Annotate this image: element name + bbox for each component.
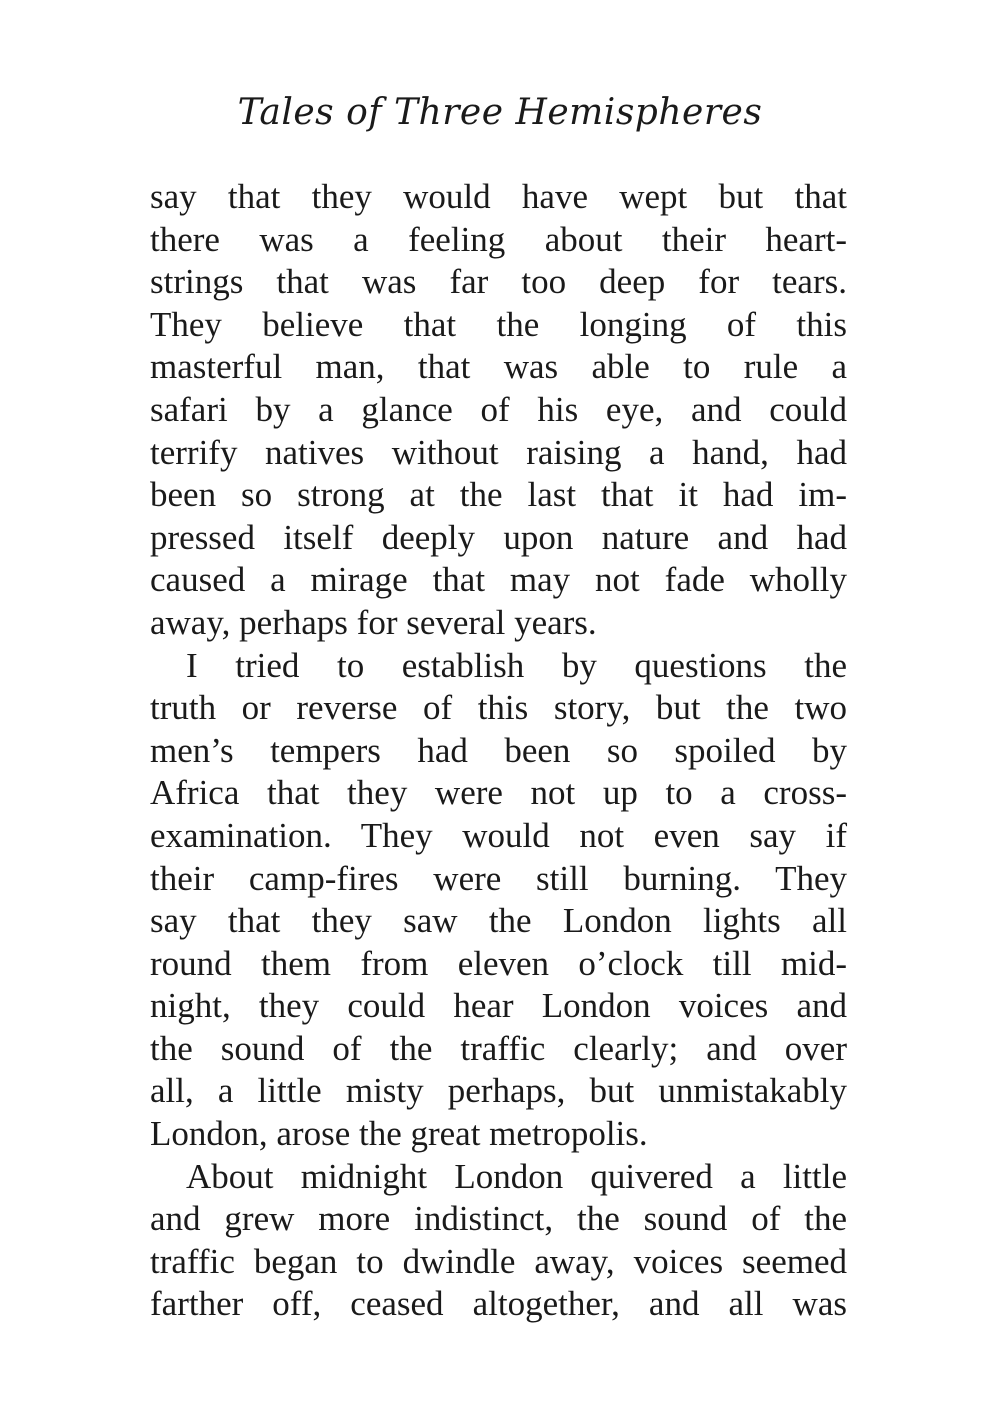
text-line: night, they could hear London voices and (150, 986, 847, 1026)
text-line: away, perhaps for several years. (150, 602, 597, 642)
text-line: the sound of the traffic clearly; and over (150, 1028, 847, 1068)
text-line: farther off, ceased altogether, and all was (150, 1284, 847, 1324)
text-line: and grew more indistinct, the sound of the (150, 1199, 847, 1239)
text-line: round them from eleven o’clock till mid- (150, 943, 847, 983)
text-line: masterful man, that was able to rule a (150, 347, 847, 387)
text-line: traffic began to dwindle away, voices seemed (150, 1241, 847, 1281)
paragraph-first-line: I tried to establish by questions the (186, 645, 847, 685)
text-line: Africa that they were not up to a cross- (150, 773, 847, 813)
text-line: examination. They would not even say if (150, 815, 847, 855)
text-line: caused a mirage that may not fade wholly (150, 560, 847, 600)
text-line: London, arose the great metropolis. (150, 1114, 648, 1154)
text-line: say that they saw the London lights all (150, 901, 847, 941)
text-line: They believe that the longing of this (150, 304, 847, 344)
text-line: their camp-fires were still burning. They (150, 858, 847, 898)
text-line: pressed itself deeply upon nature and had (150, 517, 847, 557)
text-line: say that they would have wept but that (150, 177, 847, 216)
text-line: men’s tempers had been so spoiled by (150, 730, 847, 770)
text-line: there was a feeling about their heart- (150, 219, 847, 259)
text-line: been so strong at the last that it had im- (150, 475, 847, 515)
text-line: truth or reverse of this story, but the two (150, 688, 847, 728)
paragraph-first-line: About midnight London quivered a little (186, 1156, 847, 1196)
text-line: terrify natives without raising a hand, had (150, 432, 847, 472)
text-line: safari by a glance of his eye, and could (150, 389, 847, 429)
text-line: all, a little misty perhaps, but unmistakably (150, 1071, 847, 1111)
body-text (150, 176, 847, 1326)
text-line: strings that was far too deep for tears. (150, 262, 847, 302)
running-head: Tales of Three Hemispheres (237, 92, 763, 133)
